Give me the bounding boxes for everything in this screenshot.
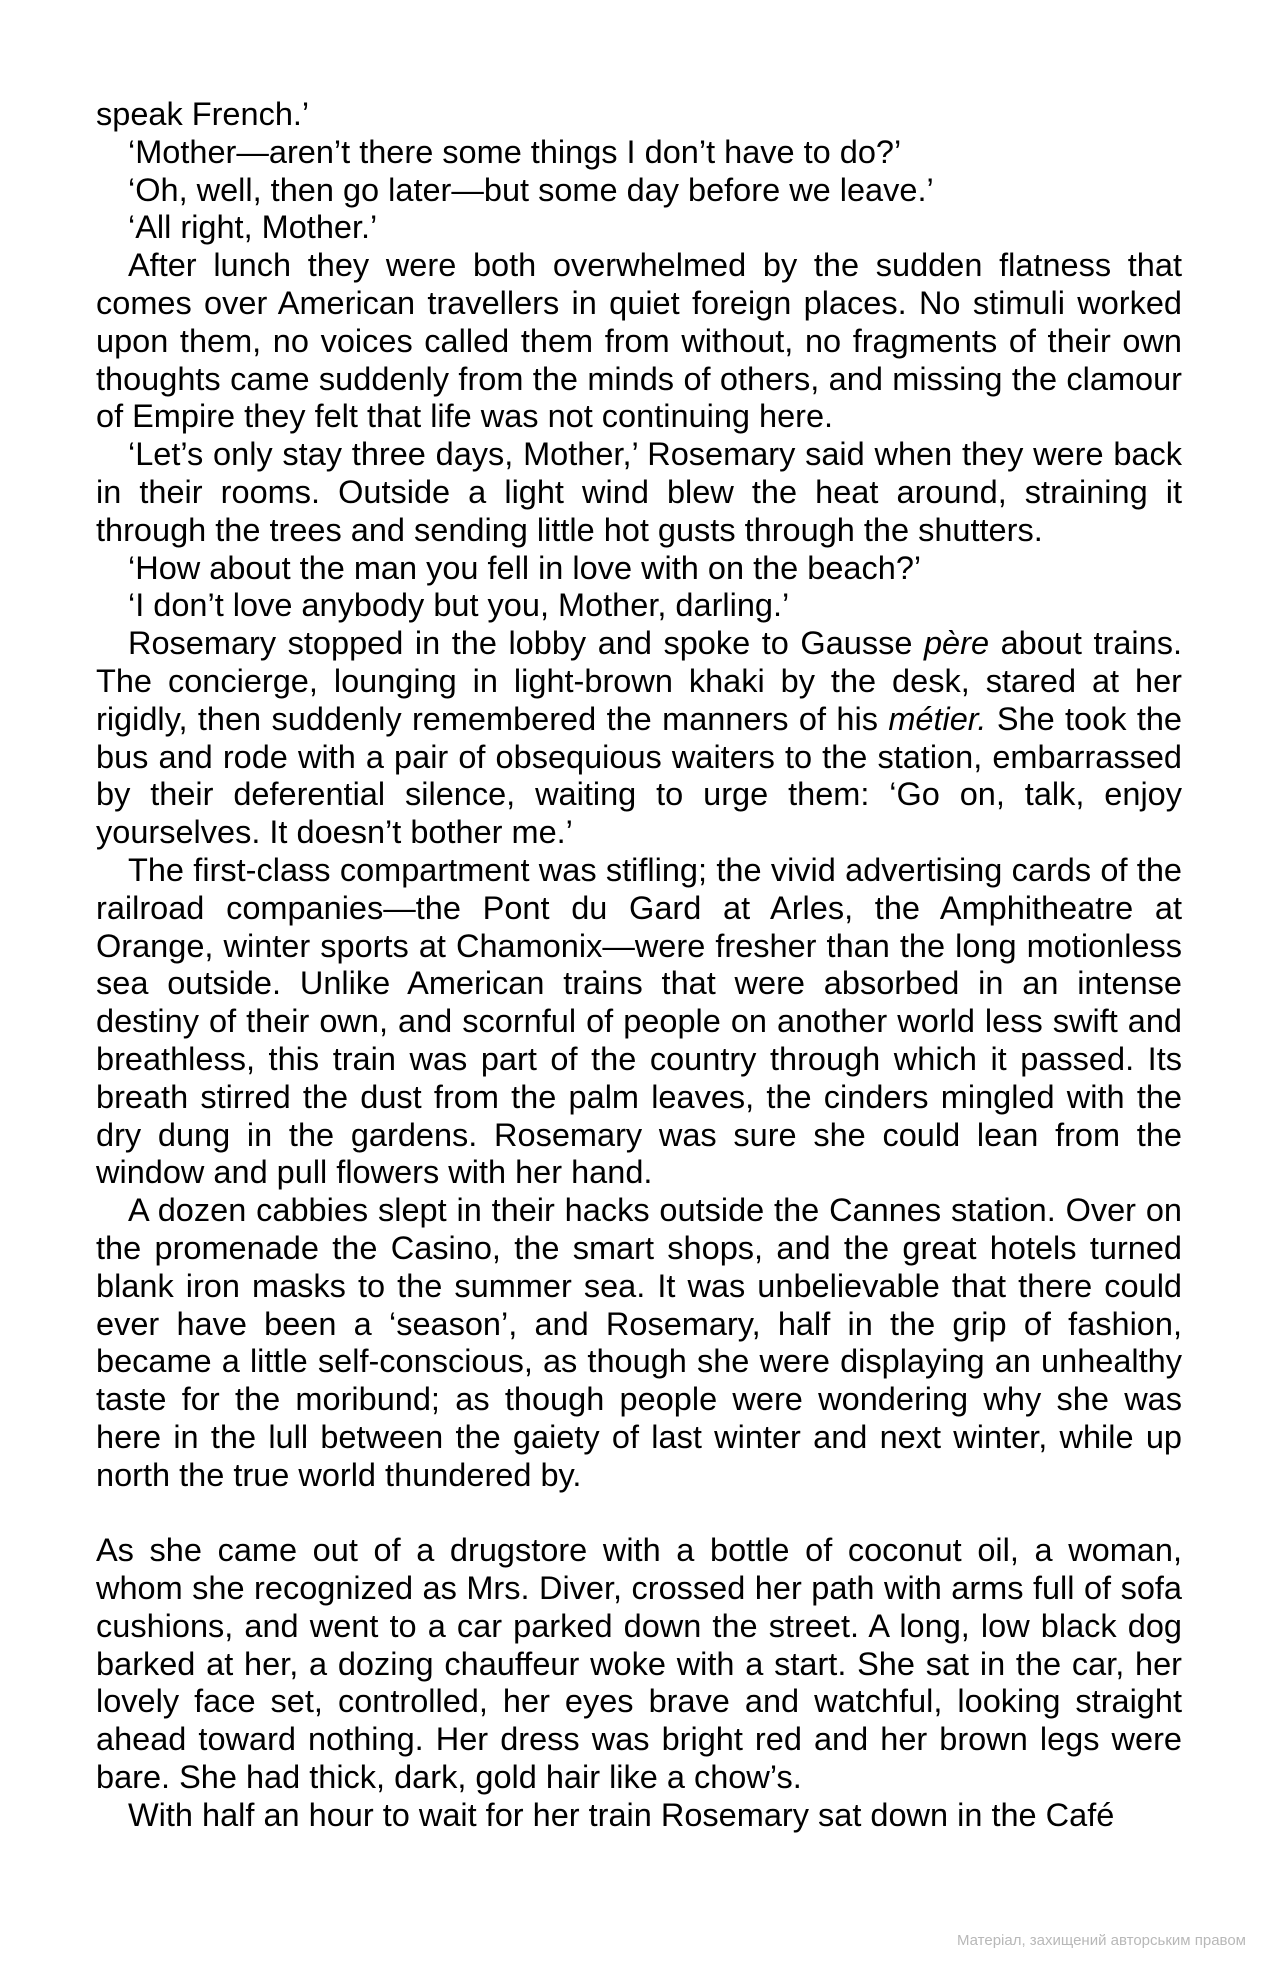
italic-word: père [923, 625, 990, 662]
italic-word: métier. [888, 700, 987, 737]
paragraph: ‘I don’t love anybody but you, Mother, darling.’ [128, 587, 790, 624]
book-page [96, 96, 1182, 1835]
paragraph: ‘Mother—aren’t there some things I don’t have to do?’ [128, 133, 902, 170]
paragraph: The first-class compartment was stifling; the vivid advertising cards of the railroad companies—the Pont du Gard at Arles, the Amphitheatre at Orange, winter sports at Chamonix—were fresher than the long motionless sea outside. Unlike American trains that were absorbed in an intense destiny of their own, and scornful of people on another world less swift and breathless, this train was part of the country through which it passed. Its breath stirred the dust from the palm leaves, the cinders mingled with the dry dung in the gardens. Rosemary was sure she could lean from the window and pull flowers with her hand. [96, 851, 1182, 1191]
paragraph-segment: about trains. The concierge, lounging in light-brown khaki by the desk, stared at her rigidly, then suddenly remembered the manners of his [96, 625, 1182, 737]
paragraph: After lunch they were both overwhelmed by the sudden flatness that comes over American travellers in quiet foreign places. No stimuli worked upon them, no voices called them from without, no fragments of their own thoughts came suddenly from the minds of others, and missing the clamour of Empire they felt that life was not continuing here. [96, 247, 1182, 435]
paragraph [96, 625, 1182, 852]
paragraph: ‘All right, Mother.’ [128, 209, 378, 246]
paragraph: ‘Oh, well, then go later—but some day before we leave.’ [128, 171, 934, 208]
copyright-watermark: Матеріал, захищений авторським правом [956, 1932, 1246, 1949]
paragraph: ‘Let’s only stay three days, Mother,’ Rosemary said when they were back in their rooms. Outside a light wind blew the heat around, straining it through the trees and sending little hot gusts through the shutters. [96, 436, 1182, 548]
paragraph: ‘How about the man you fell in love with on the beach?’ [128, 549, 922, 586]
paragraph: speak French.’ [96, 96, 310, 132]
section-break [96, 1494, 1182, 1532]
paragraph-segment: She took the bus and rode with a pair of obsequious waiters to the station, embarrassed by their deferential silence, waiting to urge them: ‘Go on, talk, enjoy yourselves. It doesn’t bother me.’ [96, 700, 1182, 851]
paragraph: With half an hour to wait for her train Rosemary sat down in the Café [128, 1796, 1115, 1833]
paragraph-segment: Rosemary stopped in the lobby and spoke to Gausse [128, 625, 924, 662]
paragraph: As she came out of a drugstore with a bottle of coconut oil, a woman, whom she recognized as Mrs. Diver, crossed her path with arms full of sofa cushions, and went to a car parked down the street. A long, low black dog barked at her, a dozing chauffeur woke with a start. She sat in the car, her lovely face set, controlled, her eyes brave and watchful, looking straight ahead toward nothing. Her dress was bright red and her brown legs were bare. She had thick, dark, gold hair like a chow’s. [96, 1532, 1182, 1796]
paragraph: A dozen cabbies slept in their hacks outside the Cannes station. Over on the promenade the Casino, the smart shops, and the great hotels turned blank iron masks to the summer sea. It was unbelievable that there could ever have been a ‘season’, and Rosemary, half in the grip of fashion, became a little self-conscious, as though she were displaying an unhealthy taste for the moribund; as though people were wondering why she was here in the lull between the gaiety of last winter and next winter, while up north the true world thundered by. [96, 1192, 1182, 1493]
